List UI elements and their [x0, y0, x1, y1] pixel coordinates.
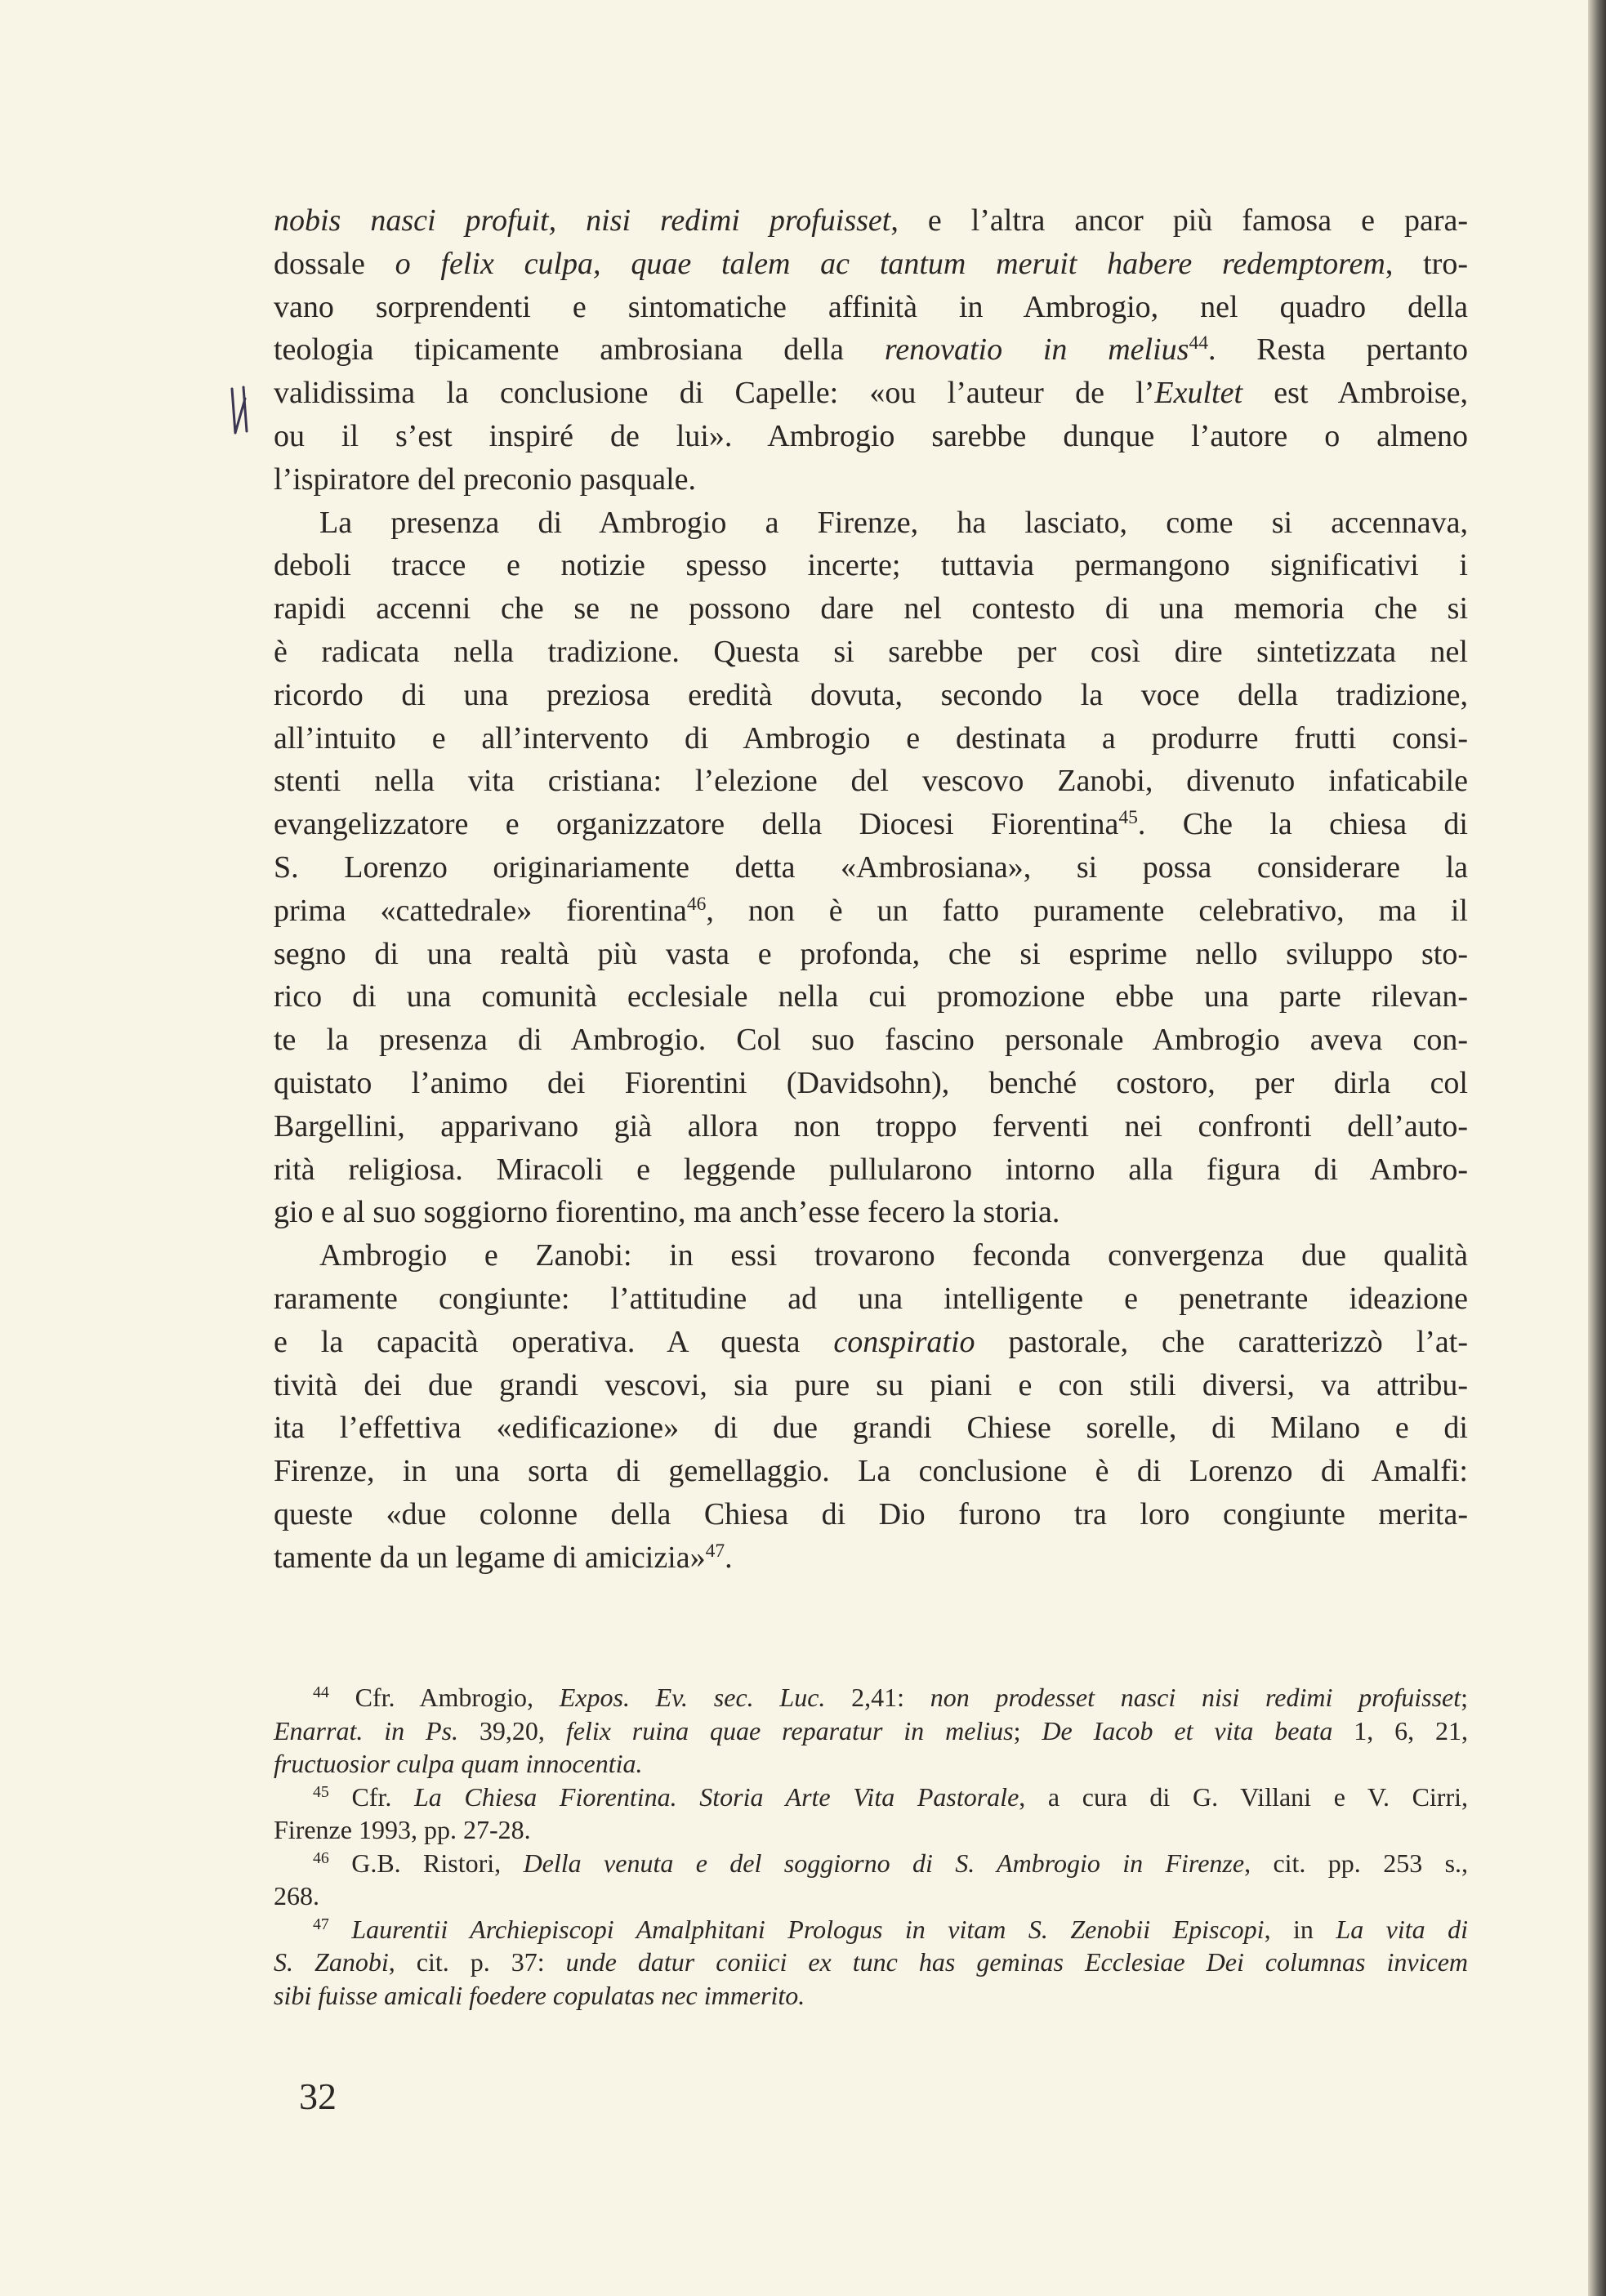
text-run: La Chiesa Fiorentina. Storia Arte Vita Pastorale — [413, 1781, 1019, 1812]
footnote-ref: 46 — [313, 1848, 329, 1867]
footnote-line — [274, 1813, 1468, 1847]
text-run: Laurentii Archiepiscopi Amalphitani Prologus in vitam S. Zenobii Episcopi — [351, 1914, 1265, 1944]
text-run: 2,41: — [825, 1683, 930, 1712]
text-run: evangelizzatore e organizzatore della Diocesi Fiorentina — [274, 807, 1119, 842]
text-line — [274, 502, 1468, 545]
text-run: Enarrat. in Ps. — [274, 1715, 459, 1745]
text-line — [274, 1148, 1468, 1192]
text-line — [274, 1364, 1468, 1407]
text-line — [274, 889, 1468, 933]
footnotes — [274, 1681, 1468, 2012]
text-run: renovatio in melius — [884, 332, 1189, 368]
footnote-line — [274, 1879, 1468, 1913]
text-run: Firenze, in una sorta di gemellaggio. La conclusione è di Lorenzo di Amalfi: — [274, 1454, 1468, 1489]
text-line — [274, 199, 1468, 243]
text-run: e la capacità operativa. A questa — [274, 1324, 834, 1359]
text-run: ita l’effettiva «edificazione» di due grandi Chiese sorelle, di Milano e di — [274, 1411, 1468, 1446]
text-run: La presenza di Ambrogio a Firenze, ha lasciato, come si accennava, — [319, 505, 1468, 540]
footnote-line — [274, 1979, 1468, 2013]
text-line — [274, 458, 1468, 502]
text-line — [274, 1407, 1468, 1450]
text-run: conspiratio — [833, 1324, 975, 1359]
text-run: segno di una realtà più vasta e profonda, che si esprime nello sviluppo sto- — [274, 936, 1468, 971]
text-run: dossale — [274, 246, 395, 281]
text-run: , cit. pp. 253 s., — [1244, 1848, 1469, 1878]
text-run: Exultet — [1154, 376, 1243, 411]
text-run: est Ambroise, — [1242, 376, 1469, 411]
text-run: vano sorprendenti e sintomatiche affinità in Ambrogio, nel quadro della — [274, 289, 1468, 324]
text-run: all’intuito e all’intervento di Ambrogio e destinata a produrre frutti consi- — [274, 720, 1468, 756]
footnote-line — [274, 1781, 1468, 1814]
text-line — [274, 1191, 1468, 1234]
text-run: tamente da un legame di amicizia» — [274, 1540, 706, 1575]
text-run: Expos. Ev. sec. Luc. — [559, 1683, 826, 1712]
text-run: stenti nella vita cristiana: l’elezione del vescovo Zanobi, divenuto infaticabile — [274, 764, 1468, 799]
text-run: , cit. p. 37: — [388, 1947, 566, 1977]
text-run: ; — [1013, 1715, 1042, 1745]
footnote-line — [274, 1847, 1468, 1880]
text-line — [274, 1321, 1468, 1364]
text-line — [274, 717, 1468, 760]
text-line — [274, 1062, 1468, 1105]
handwritten-margin-mark — [227, 382, 252, 439]
text-line — [274, 933, 1468, 976]
text-run: 1, 6, 21, — [1332, 1715, 1469, 1745]
text-run: S. Zanobi — [274, 1947, 389, 1977]
text-run: G.B. Ristori, — [328, 1848, 524, 1878]
footnote-ref: 45 — [1118, 807, 1138, 829]
text-run: l’ispiratore del preconio pasquale. — [274, 461, 697, 497]
text-run: sibi fuisse amicali foedere copulatas nec immerito. — [274, 1980, 805, 2010]
text-run: felix ruina quae reparatur in melius — [565, 1715, 1014, 1745]
text-run: La vita di — [1336, 1914, 1469, 1944]
text-run: ; — [1461, 1683, 1469, 1712]
text-run: queste «due colonne della Chiesa di Dio furono tra loro congiunte merita- — [274, 1496, 1468, 1531]
text-run: Cfr. — [328, 1781, 414, 1812]
text-run — [329, 1915, 351, 1944]
footnote-ref: 47 — [313, 1915, 329, 1933]
text-run: , in — [1264, 1914, 1336, 1944]
text-run: . Resta pertanto — [1207, 332, 1468, 368]
text-run: ricordo di una preziosa eredità dovuta, secondo la voce della tradizione, — [274, 677, 1468, 712]
text-run: 268. — [274, 1881, 319, 1910]
text-line — [274, 1105, 1468, 1148]
text-run: rapidi accenni che se ne possono dare nel contesto di una memoria che si — [274, 591, 1468, 626]
text-line — [274, 1234, 1468, 1277]
text-run: raramente congiunte: l’attitudine ad una intelligente e penetrante ideazione — [274, 1281, 1468, 1316]
footnote-line — [274, 1946, 1468, 1979]
footnote-line — [274, 1681, 1468, 1714]
text-run: pastorale, che caratterizzò l’at- — [975, 1324, 1469, 1359]
book-spine-edge — [1588, 0, 1606, 2296]
text-line — [274, 631, 1468, 674]
text-line — [274, 975, 1468, 1019]
footnote-ref: 44 — [313, 1683, 329, 1702]
text-line — [274, 1019, 1468, 1062]
text-run: , tro- — [1385, 246, 1468, 281]
text-run: . — [725, 1540, 733, 1575]
text-line — [274, 803, 1468, 846]
text-line — [274, 544, 1468, 587]
text-run: De Iacob et vita beata — [1042, 1715, 1333, 1745]
text-run: rico di una comunità ecclesiale nella cui promozione ebbe una parte rilevan- — [274, 979, 1468, 1014]
text-line — [274, 674, 1468, 717]
text-line — [274, 760, 1468, 803]
text-line — [274, 587, 1468, 631]
text-run: o felix culpa, quae talem ac tantum meruit habere redemptorem — [395, 246, 1385, 281]
text-run: , e l’altra ancor più famosa e para- — [890, 203, 1469, 238]
text-run: S. Lorenzo originariamente detta «Ambrosiana», si possa considerare la — [274, 849, 1468, 885]
text-line — [274, 846, 1468, 889]
text-line — [274, 372, 1468, 415]
text-run: quistato l’animo dei Fiorentini (Davidsohn), benché costoro, per dirla col — [274, 1065, 1468, 1100]
text-run: deboli tracce e notizie spesso incerte; tuttavia permangono significativi i — [274, 548, 1468, 583]
text-line — [274, 243, 1468, 286]
text-run: te la presenza di Ambrogio. Col suo fascino personale Ambrogio aveva con- — [274, 1023, 1468, 1058]
text-run: ou il s’est inspiré de lui». Ambrogio sarebbe dunque l’autore o almeno — [274, 418, 1468, 453]
footnote-ref: 46 — [686, 893, 707, 915]
footnote-ref: 44 — [1189, 332, 1208, 354]
main-text — [274, 199, 1468, 1580]
text-run: tività dei due grandi vescovi, sia pure su piani e con stili diversi, va attribu- — [274, 1367, 1468, 1402]
text-run: validissima la conclusione di Capelle: «ou l’auteur de l’ — [274, 376, 1155, 411]
page-number: 32 — [299, 2075, 337, 2117]
text-run: nobis nasci profuit, nisi redimi profuisset — [274, 203, 891, 238]
text-run: è radicata nella tradizione. Questa si sarebbe per così dire sintetizzata nel — [274, 634, 1468, 669]
text-run: teologia tipicamente ambrosiana della — [274, 332, 885, 368]
text-run: prima «cattedrale» fiorentina — [274, 893, 687, 928]
text-run: Della venuta e del soggiorno di S. Ambrogio in Firenze — [523, 1848, 1245, 1878]
footnote-line — [274, 1747, 1468, 1781]
text-line — [274, 1450, 1468, 1493]
footnote-line — [274, 1913, 1468, 1946]
text-line — [274, 415, 1468, 458]
text-run: Ambrogio e Zanobi: in essi trovarono feconda convergenza due qualità — [319, 1238, 1468, 1273]
text-line — [274, 1277, 1468, 1321]
text-line — [274, 1536, 1468, 1580]
text-run: rità religiosa. Miracoli e leggende pullularono intorno alla figura di Ambro- — [274, 1152, 1468, 1187]
text-run: Firenze 1993, pp. 27-28. — [274, 1815, 531, 1844]
text-run: gio e al suo soggiorno fiorentino, ma anch’esse fecero la storia. — [274, 1195, 1060, 1230]
text-run: , non è un fatto puramente celebrativo, ma il — [706, 893, 1468, 928]
footnote-line — [274, 1714, 1468, 1748]
text-run: unde datur coniici ex tunc has geminas Ecclesiae Dei columnas invicem — [565, 1947, 1469, 1977]
text-run: , a cura di G. Villani e V. Cirri, — [1019, 1781, 1469, 1812]
text-run: 39,20, — [458, 1715, 566, 1745]
text-run: fructuosior culpa quam innocentia. — [274, 1749, 643, 1778]
footnote-ref: 45 — [313, 1782, 329, 1801]
text-run: Bargellini, apparivano già allora non troppo ferventi nei confronti dell’auto- — [274, 1108, 1468, 1144]
text-line — [274, 286, 1468, 329]
text-run: non prodesset nasci nisi redimi profuisset — [930, 1683, 1461, 1712]
text-run: . Che la chiesa di — [1137, 807, 1468, 842]
footnote-ref: 47 — [705, 1540, 725, 1562]
text-run: Cfr. Ambrogio, — [328, 1683, 560, 1712]
text-line — [274, 1493, 1468, 1536]
text-line — [274, 328, 1468, 372]
